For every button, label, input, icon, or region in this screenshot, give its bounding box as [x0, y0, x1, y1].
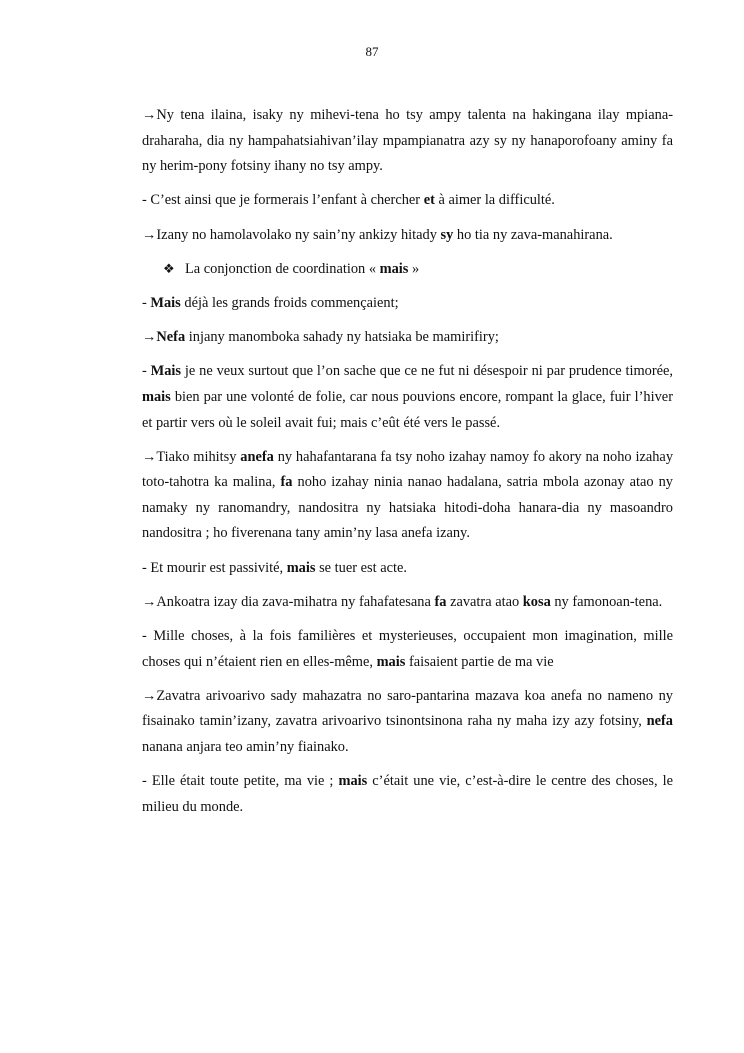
page-number: 87	[365, 44, 379, 59]
text-segment: ho tia ny zava-manahirana.	[453, 226, 613, 243]
bold-conjunction: et	[423, 192, 435, 209]
text-segment: →Ny tena ilaina, isaky ny mihevi-tena ho tsy ampy talenta na hakingana ilay mpiana-draharaha, dia ny hampahatsiahivan’ilay mpampianatra azy sy ny hanaporofoany aminy fa ny herim-pony fotsiny ihany no tsy ampy.	[142, 107, 673, 175]
paragraph-p6	[142, 359, 673, 436]
bold-conjunction: Mais	[150, 294, 181, 311]
paragraph-p8	[142, 556, 673, 582]
document-body	[142, 103, 673, 829]
paragraph-p7	[142, 445, 673, 547]
paragraph-p1	[142, 103, 673, 180]
bold-conjunction: fa	[434, 593, 447, 610]
text-segment: zavatra atao	[446, 593, 523, 610]
bold-conjunction: anefa	[240, 448, 274, 465]
bold-conjunction: fa	[280, 474, 293, 491]
text-segment: -	[142, 294, 151, 311]
text-segment: →Tiako mihitsy	[142, 448, 241, 465]
bold-conjunction: mais	[142, 388, 171, 405]
paragraph-p2	[142, 188, 673, 214]
text-segment: à aimer la difficulté.	[434, 192, 555, 209]
paragraph-p5	[142, 325, 673, 351]
bold-conjunction: sy	[440, 226, 454, 243]
text-segment: -	[142, 363, 151, 380]
bold-conjunction: Mais	[150, 363, 182, 380]
text-segment: - Et mourir est passivité,	[142, 559, 287, 576]
text-segment: →	[142, 329, 157, 346]
paragraph-p11	[142, 684, 673, 761]
paragraph-p4	[142, 291, 673, 317]
text-segment: →Ankoatra izay dia zava-mihatra ny fahafatesana	[142, 593, 435, 610]
bold-conjunction: mais	[379, 260, 409, 277]
text-segment: bien par une volonté de folie, car nous pouvions encore, rompant la glace, fuir l’hiver et partir vers où le soleil avait fui; mais c’eût été vers le passé.	[142, 388, 673, 431]
text-segment: - Mille choses, à la fois familières et mysterieuses, occupaient mon imagination, mille choses qui n’étaient rien en elles-même,	[142, 628, 673, 670]
text-segment: →Zavatra arivoarivo sady mahazatra no saro-pantarina mazava koa anefa no nameno ny fisainako tamin’izany, zavatra arivoarivo tsinontsinona raha ny maha izy azy fotsiny,	[142, 687, 673, 730]
bold-conjunction: Nefa	[156, 329, 186, 346]
text-segment: je ne veux surtout que l’on sache que ce ne fut ni désespoir ni par prudence timorée,	[181, 363, 673, 380]
bold-conjunction: mais	[338, 773, 368, 790]
text-segment: noho izahay ninia nanao hadalana, satria mbola azonay atao ny namaky ny ranomandry, nandositra ny hatsiaka hitodi-doha hanara-dia ny masoandro nandositra ; ho fiverenana tany amin’ny lasa anefa izany.	[142, 474, 673, 542]
bold-conjunction: kosa	[522, 593, 551, 610]
text-segment: →Izany no hamolavolako ny sain’ny ankizy hitady	[142, 226, 441, 243]
text-segment: injany manomboka sahady ny hatsiaka be mamirifiry;	[185, 329, 499, 346]
section-heading	[142, 257, 673, 283]
text-segment: »	[408, 260, 420, 277]
text-segment: La conjonction de coordination «	[185, 260, 380, 277]
text-segment: c’était une vie, c’est-à-dire le centre des choses, le milieu du monde.	[142, 773, 674, 815]
paragraph-p10	[142, 624, 673, 675]
text-segment: faisaient partie de ma vie	[405, 653, 554, 670]
text-segment: - Elle était toute petite, ma vie ;	[142, 773, 339, 790]
text-segment: se tuer est acte.	[315, 559, 407, 576]
paragraph-p3	[142, 223, 673, 249]
bold-conjunction: mais	[286, 559, 316, 576]
text-segment: nanana anjara teo amin’ny fiainako.	[142, 739, 349, 755]
paragraph-p12	[142, 769, 673, 820]
diamond-bullet-icon: ❖	[163, 261, 175, 277]
text-segment: déjà les grands froids commençaient;	[180, 294, 399, 311]
bold-conjunction: nefa	[646, 713, 673, 730]
paragraph-p9	[142, 590, 673, 616]
text-segment: - C’est ainsi que je formerais l’enfant à chercher	[142, 192, 424, 209]
section-heading-text	[185, 257, 419, 283]
text-segment: ny famonoan-tena.	[550, 593, 663, 610]
text-segment: ny hahafantarana fa tsy noho izahay namoy fo akory na noho izahay toto-tahotra ka malina,	[142, 448, 674, 491]
bold-conjunction: mais	[376, 653, 406, 670]
